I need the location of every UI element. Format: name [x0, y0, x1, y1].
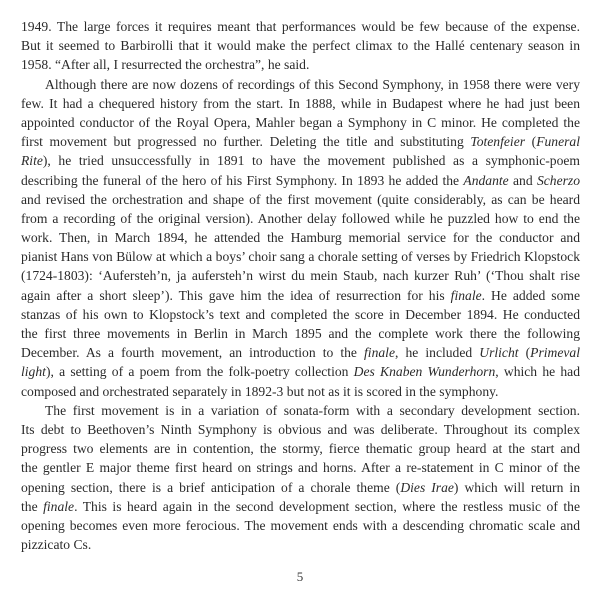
text-run: ( — [518, 345, 531, 361]
text-run: . This is heard again in the second development section, where the restless music of the — [74, 498, 580, 514]
text-line — [21, 382, 580, 401]
text-line — [21, 305, 580, 324]
paragraph — [21, 75, 580, 401]
text-run: few. It had a chequered history from the start. In 1888, while in Budapest where he had just been — [21, 95, 580, 111]
text-run: first movement but progressed no further. Deleting the title and substituting — [21, 134, 471, 150]
text-run: the first three movements in Berlin in March 1895 and the complete work there the following — [21, 326, 580, 341]
italic-text: Des Knaben Wunderhorn — [353, 364, 496, 380]
text-run: and — [508, 172, 537, 188]
text-run: ( — [525, 134, 537, 150]
text-run: , he included — [395, 345, 480, 361]
text-line — [21, 324, 580, 343]
text-run: opening becomes even more ferocious. The movement ends with a descending chromatic scale and — [21, 517, 580, 533]
text-line — [21, 362, 580, 381]
italic-text: Funeral — [536, 134, 580, 150]
text-line — [21, 190, 580, 209]
italic-text: Urlicht — [479, 345, 519, 361]
italic-text: Dies Irae — [400, 479, 454, 495]
text-run: . He added some — [481, 287, 580, 303]
text-run: But it seemed to Barbirolli that it would make the perfect climax to the Hallé centenary season in — [21, 38, 580, 54]
paragraph — [21, 17, 580, 75]
text-run: pizzicato Cs. — [21, 537, 92, 553]
text-line — [21, 94, 580, 113]
text-line — [21, 478, 580, 497]
text-line — [21, 247, 580, 266]
text-line — [21, 343, 580, 362]
text-line — [21, 151, 580, 170]
text-run: composed and orchestrated separately in 1892-3 but not as it is scored in the symphony. — [21, 383, 499, 399]
text-line — [21, 458, 580, 477]
text-run: pianist Hans von Bülow at which a boys’ choir sang a chorale setting of verses by Friedrich Klopstock — [21, 249, 580, 265]
text-line — [21, 17, 580, 36]
text-run: stanzas of his own to Klopstock’s text and completed the score in December 1894. He conducted — [21, 306, 580, 322]
italic-text: Scherzo — [536, 172, 580, 188]
text-run: Its debt to Beethoven’s Ninth Symphony is obvious and was deliberate. Throughout its complex — [21, 421, 580, 437]
text-run: the gentler E major theme first heard on strings and horns. After a re-statement in C minor of the — [21, 460, 580, 476]
text-line — [21, 113, 580, 132]
text-line — [21, 36, 580, 55]
text-line — [21, 286, 580, 305]
italic-text: Primeval — [530, 345, 580, 361]
text-run: again after a short sleep’). This gave him the idea of resurrection for his — [21, 287, 451, 303]
text-run: ), a setting of a poem from the folk-poetry collection — [45, 364, 354, 380]
text-line — [21, 132, 580, 151]
text-run: 1949. The large forces it requires meant that performances would be few because of the expense. — [21, 19, 580, 34]
italic-text: light — [21, 364, 46, 380]
text-line — [21, 266, 580, 285]
text-run: opening section, there is a brief anticipation of a chorale theme ( — [21, 479, 401, 495]
text-run: describing the funeral of the hero of his First Symphony. In 1893 he added the — [21, 172, 464, 188]
text-run: appointed conductor of the Royal Opera, Mahler began a Symphony in C minor. He completed the — [21, 114, 580, 130]
text-line — [21, 535, 580, 554]
text-run: , which he had — [495, 364, 580, 380]
text-run: ), he tried unsuccessfully in 1891 to have the movement published as a symphonic-poem — [42, 153, 580, 169]
text-line — [21, 55, 580, 74]
italic-text: Rite — [21, 153, 43, 169]
text-line — [21, 401, 580, 420]
text-run: 1958. “After all, I resurrected the orchestra”, he said. — [21, 57, 310, 73]
text-run: the — [21, 498, 44, 514]
text-line — [21, 209, 580, 228]
text-run: ) which will return in — [453, 479, 580, 495]
italic-text: finale — [364, 345, 395, 361]
text-line — [21, 420, 580, 439]
text-line — [21, 75, 580, 94]
text-line — [21, 228, 580, 247]
page-number: 5 — [296, 569, 304, 584]
text-line — [21, 497, 580, 516]
text-run: Although there are now dozens of recordings of this Second Symphony, in 1958 there were very — [45, 76, 580, 92]
text-run: The first movement is in a variation of sonata-form with a secondary development section. — [45, 402, 580, 418]
italic-text: Andante — [463, 172, 509, 188]
text-line — [21, 516, 580, 535]
paragraph — [21, 401, 580, 555]
text-run: and revised the orchestration and shape of the first movement (quite considerably, as can be heard — [21, 191, 580, 207]
text-run: progress two elements are in contention, the stormy, fierce thematic group heard at the start and — [21, 441, 580, 457]
text-run: December. As a fourth movement, an introduction to the — [21, 345, 365, 361]
italic-text: finale — [450, 287, 482, 303]
text-run: from a recording of the original version). Another delay followed while he puzzled how to end the — [21, 210, 580, 226]
italic-text: Totenfeier — [470, 134, 526, 150]
text-line — [21, 439, 580, 458]
document-body — [21, 17, 580, 554]
text-line — [21, 171, 580, 190]
italic-text: finale — [43, 498, 75, 514]
text-run: work. Then, in March 1894, he attended the Hamburg memorial service for the conductor and — [21, 230, 580, 246]
text-run: (1724-1803): ‘Aufersteh’n, ja aufersteh’n wirst du mein Staub, nach kurzer Ruh’ (‘Thou shalt rise — [21, 268, 580, 284]
